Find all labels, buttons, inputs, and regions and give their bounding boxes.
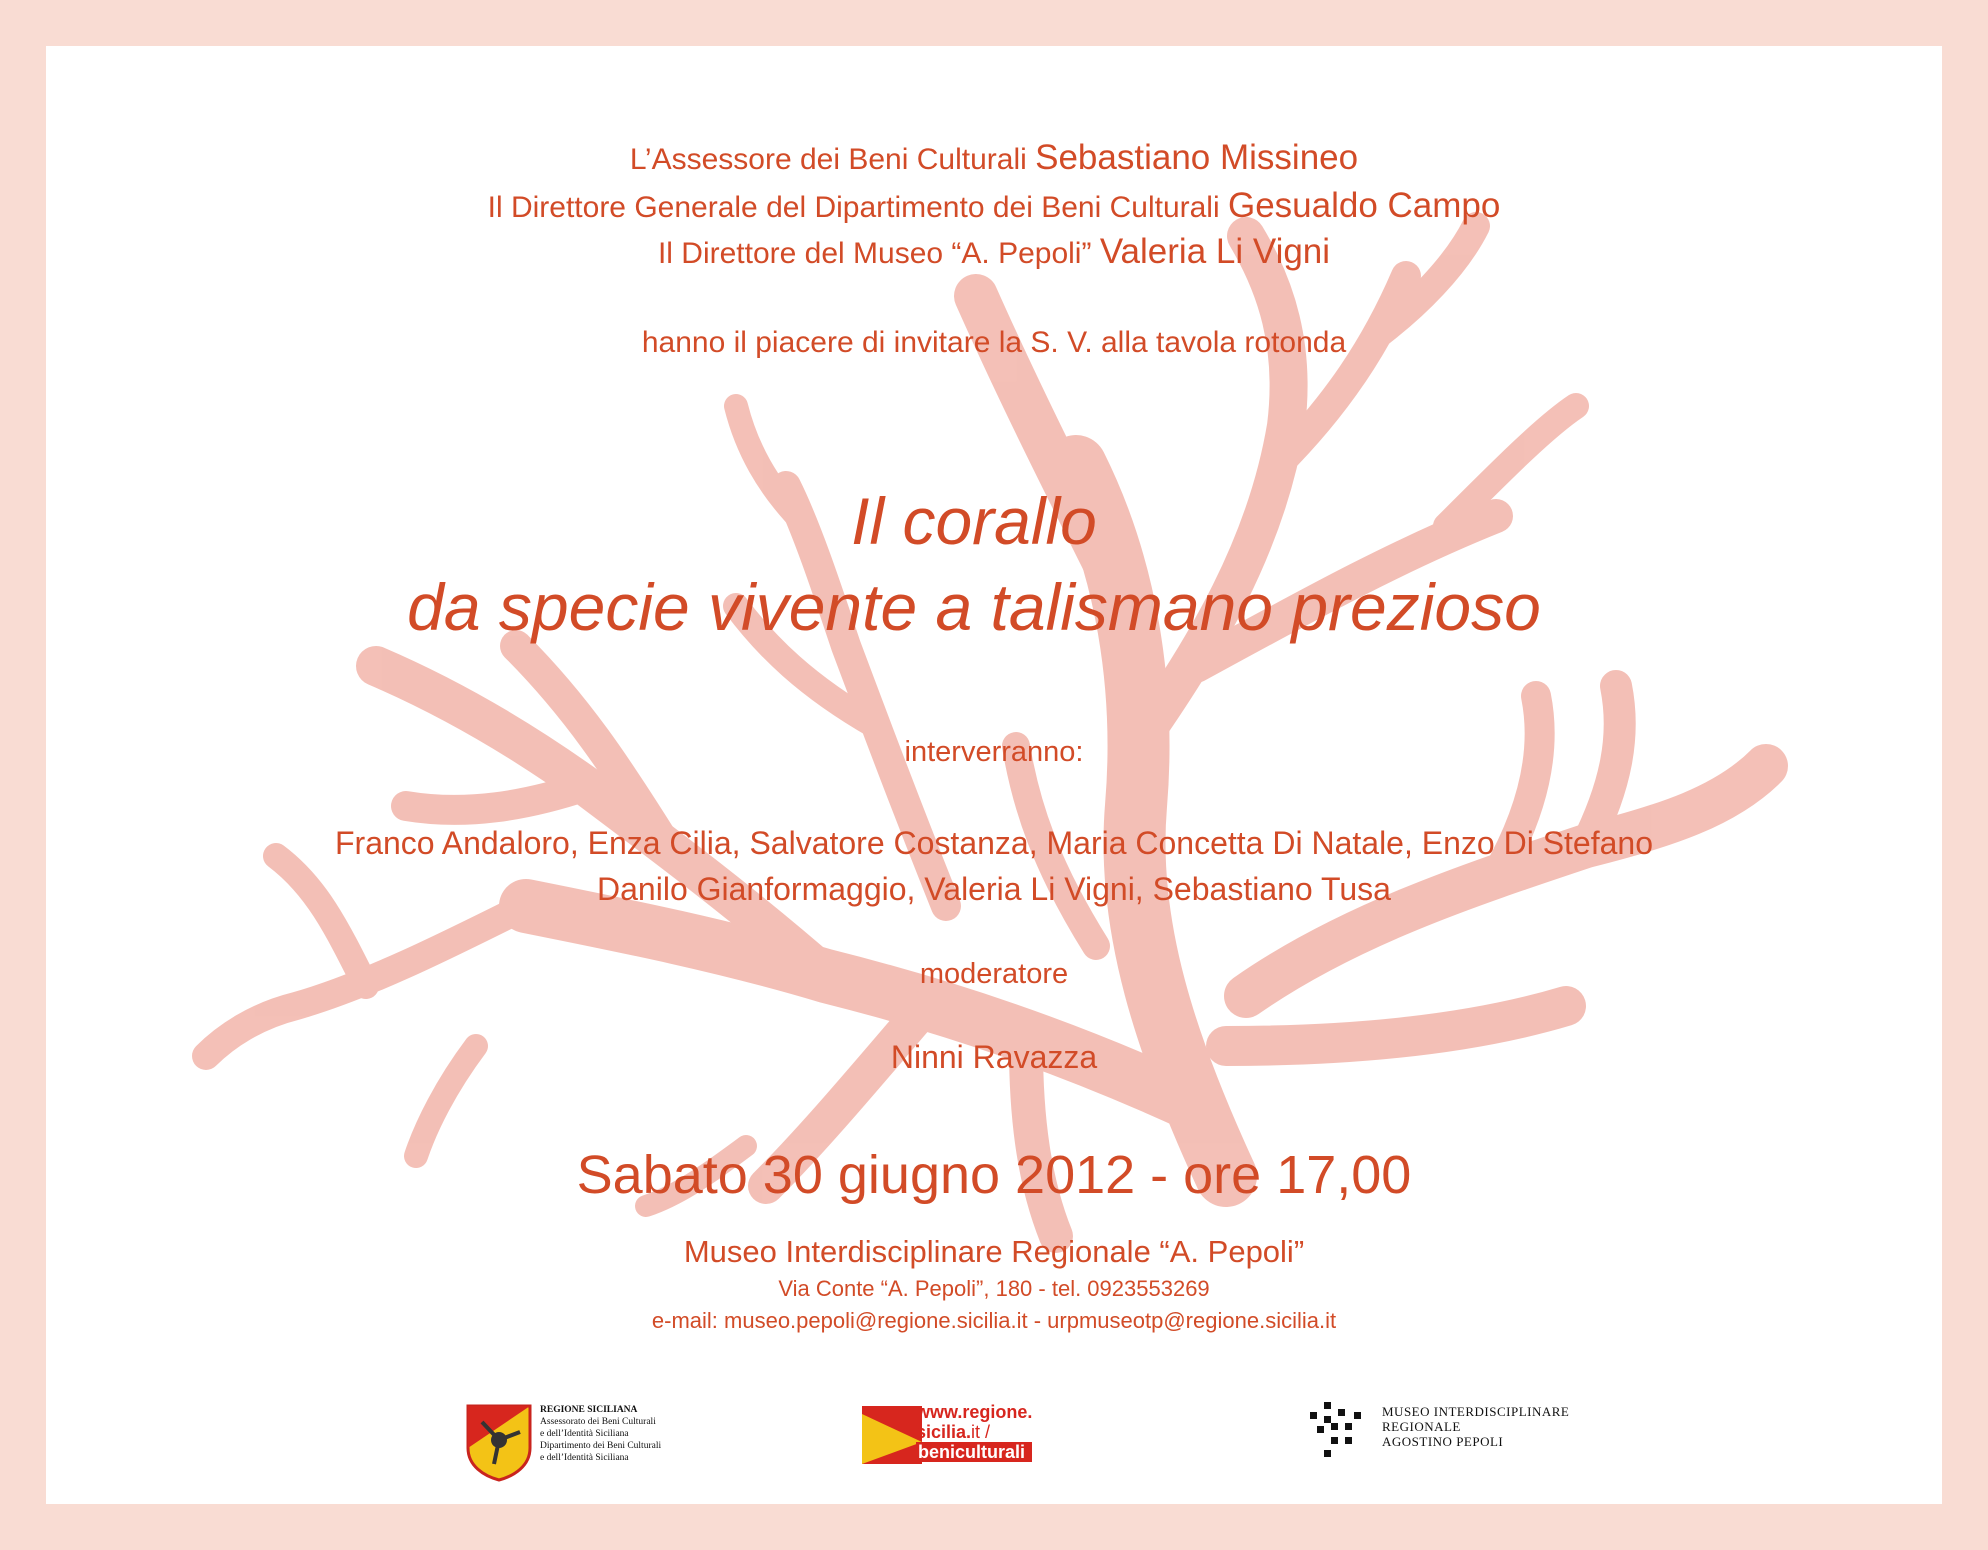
regione-line-4: Dipartimento dei Beni Culturali <box>540 1441 662 1451</box>
beniculturali-web-logo <box>862 1402 1102 1466</box>
header-line-1-prefix: L’Assessore dei Beni Culturali <box>629 143 1027 176</box>
title-line-1: Il corallo <box>851 484 1097 558</box>
web-line-2a: sicilia. <box>916 1422 972 1442</box>
event-date: Sabato 30 giugno 2012 - ore 17,00 <box>576 1145 1412 1205</box>
trinacria-shield-icon <box>464 1402 534 1482</box>
header-line-1 <box>46 138 1942 178</box>
museo-pepoli-logo <box>1310 1402 1630 1466</box>
web-line-2b: it / <box>971 1422 991 1442</box>
speakers-line-1: Franco Andaloro, Enza Cilia, Salvatore Costanza, Maria Concetta Di Natale, Enzo Di Stefano <box>335 825 1653 861</box>
regione-line-2: Assessorato dei Beni Culturali <box>540 1417 656 1427</box>
regione-line-5: e dell’Identità Siciliana <box>540 1453 629 1463</box>
direttore-museo-name: Valeria Li Vigni <box>1099 232 1331 271</box>
speakers-label: interverranno: <box>904 736 1084 768</box>
venue-address: Via Conte “A. Pepoli”, 180 - tel. 0923553269 <box>778 1276 1210 1301</box>
speakers-line-2: Danilo Gianformaggio, Valeria Li Vigni, Sebastiano Tusa <box>597 871 1391 907</box>
regione-line-3: e dell’Identità Siciliana <box>540 1429 629 1439</box>
assessore-name: Sebastiano Missineo <box>1035 138 1359 177</box>
museo-checker-icon <box>1310 1402 1366 1460</box>
museo-line-1: MUSEO INTERDISCIPLINARE <box>1382 1404 1570 1419</box>
web-line-2 <box>916 1422 1032 1442</box>
venue-name: Museo Interdisciplinare Regionale “A. Pepoli” <box>683 1234 1305 1269</box>
web-line-1: www.regione. <box>916 1402 1033 1422</box>
venue-email: e-mail: museo.pepoli@regione.sicilia.it - urpmuseotp@regione.sicilia.it <box>651 1308 1337 1333</box>
header-line-2 <box>46 186 1942 226</box>
museo-line-2: REGIONALE <box>1382 1419 1461 1434</box>
direttore-generale-name: Gesualdo Campo <box>1227 186 1501 225</box>
header-line-3 <box>46 232 1942 272</box>
web-logo-mark-icon <box>862 1406 922 1464</box>
web-logo-text <box>916 1402 1032 1462</box>
moderator-label: moderatore <box>919 958 1069 990</box>
regione-line-1: REGIONE SICILIANA <box>540 1405 638 1415</box>
web-line-3: beniculturali <box>916 1442 1032 1462</box>
museo-line-3: AGOSTINO PEPOLI <box>1382 1434 1504 1449</box>
regione-siciliana-text <box>540 1404 661 1464</box>
invitation-text: hanno il piacere di invitare la S. V. alla tavola rotonda <box>641 326 1347 359</box>
header-line-2-prefix: Il Direttore Generale del Dipartimento dei Beni Culturali <box>487 191 1220 224</box>
museo-pepoli-text <box>1382 1404 1569 1449</box>
regione-siciliana-logo <box>464 1402 724 1482</box>
moderator-name: Ninni Ravazza <box>890 1039 1098 1075</box>
header-line-3-prefix: Il Direttore del Museo “A. Pepoli” <box>657 237 1092 270</box>
invitation-card <box>46 46 1942 1504</box>
title-line-2: da specie vivente a talismano prezioso <box>407 570 1541 644</box>
